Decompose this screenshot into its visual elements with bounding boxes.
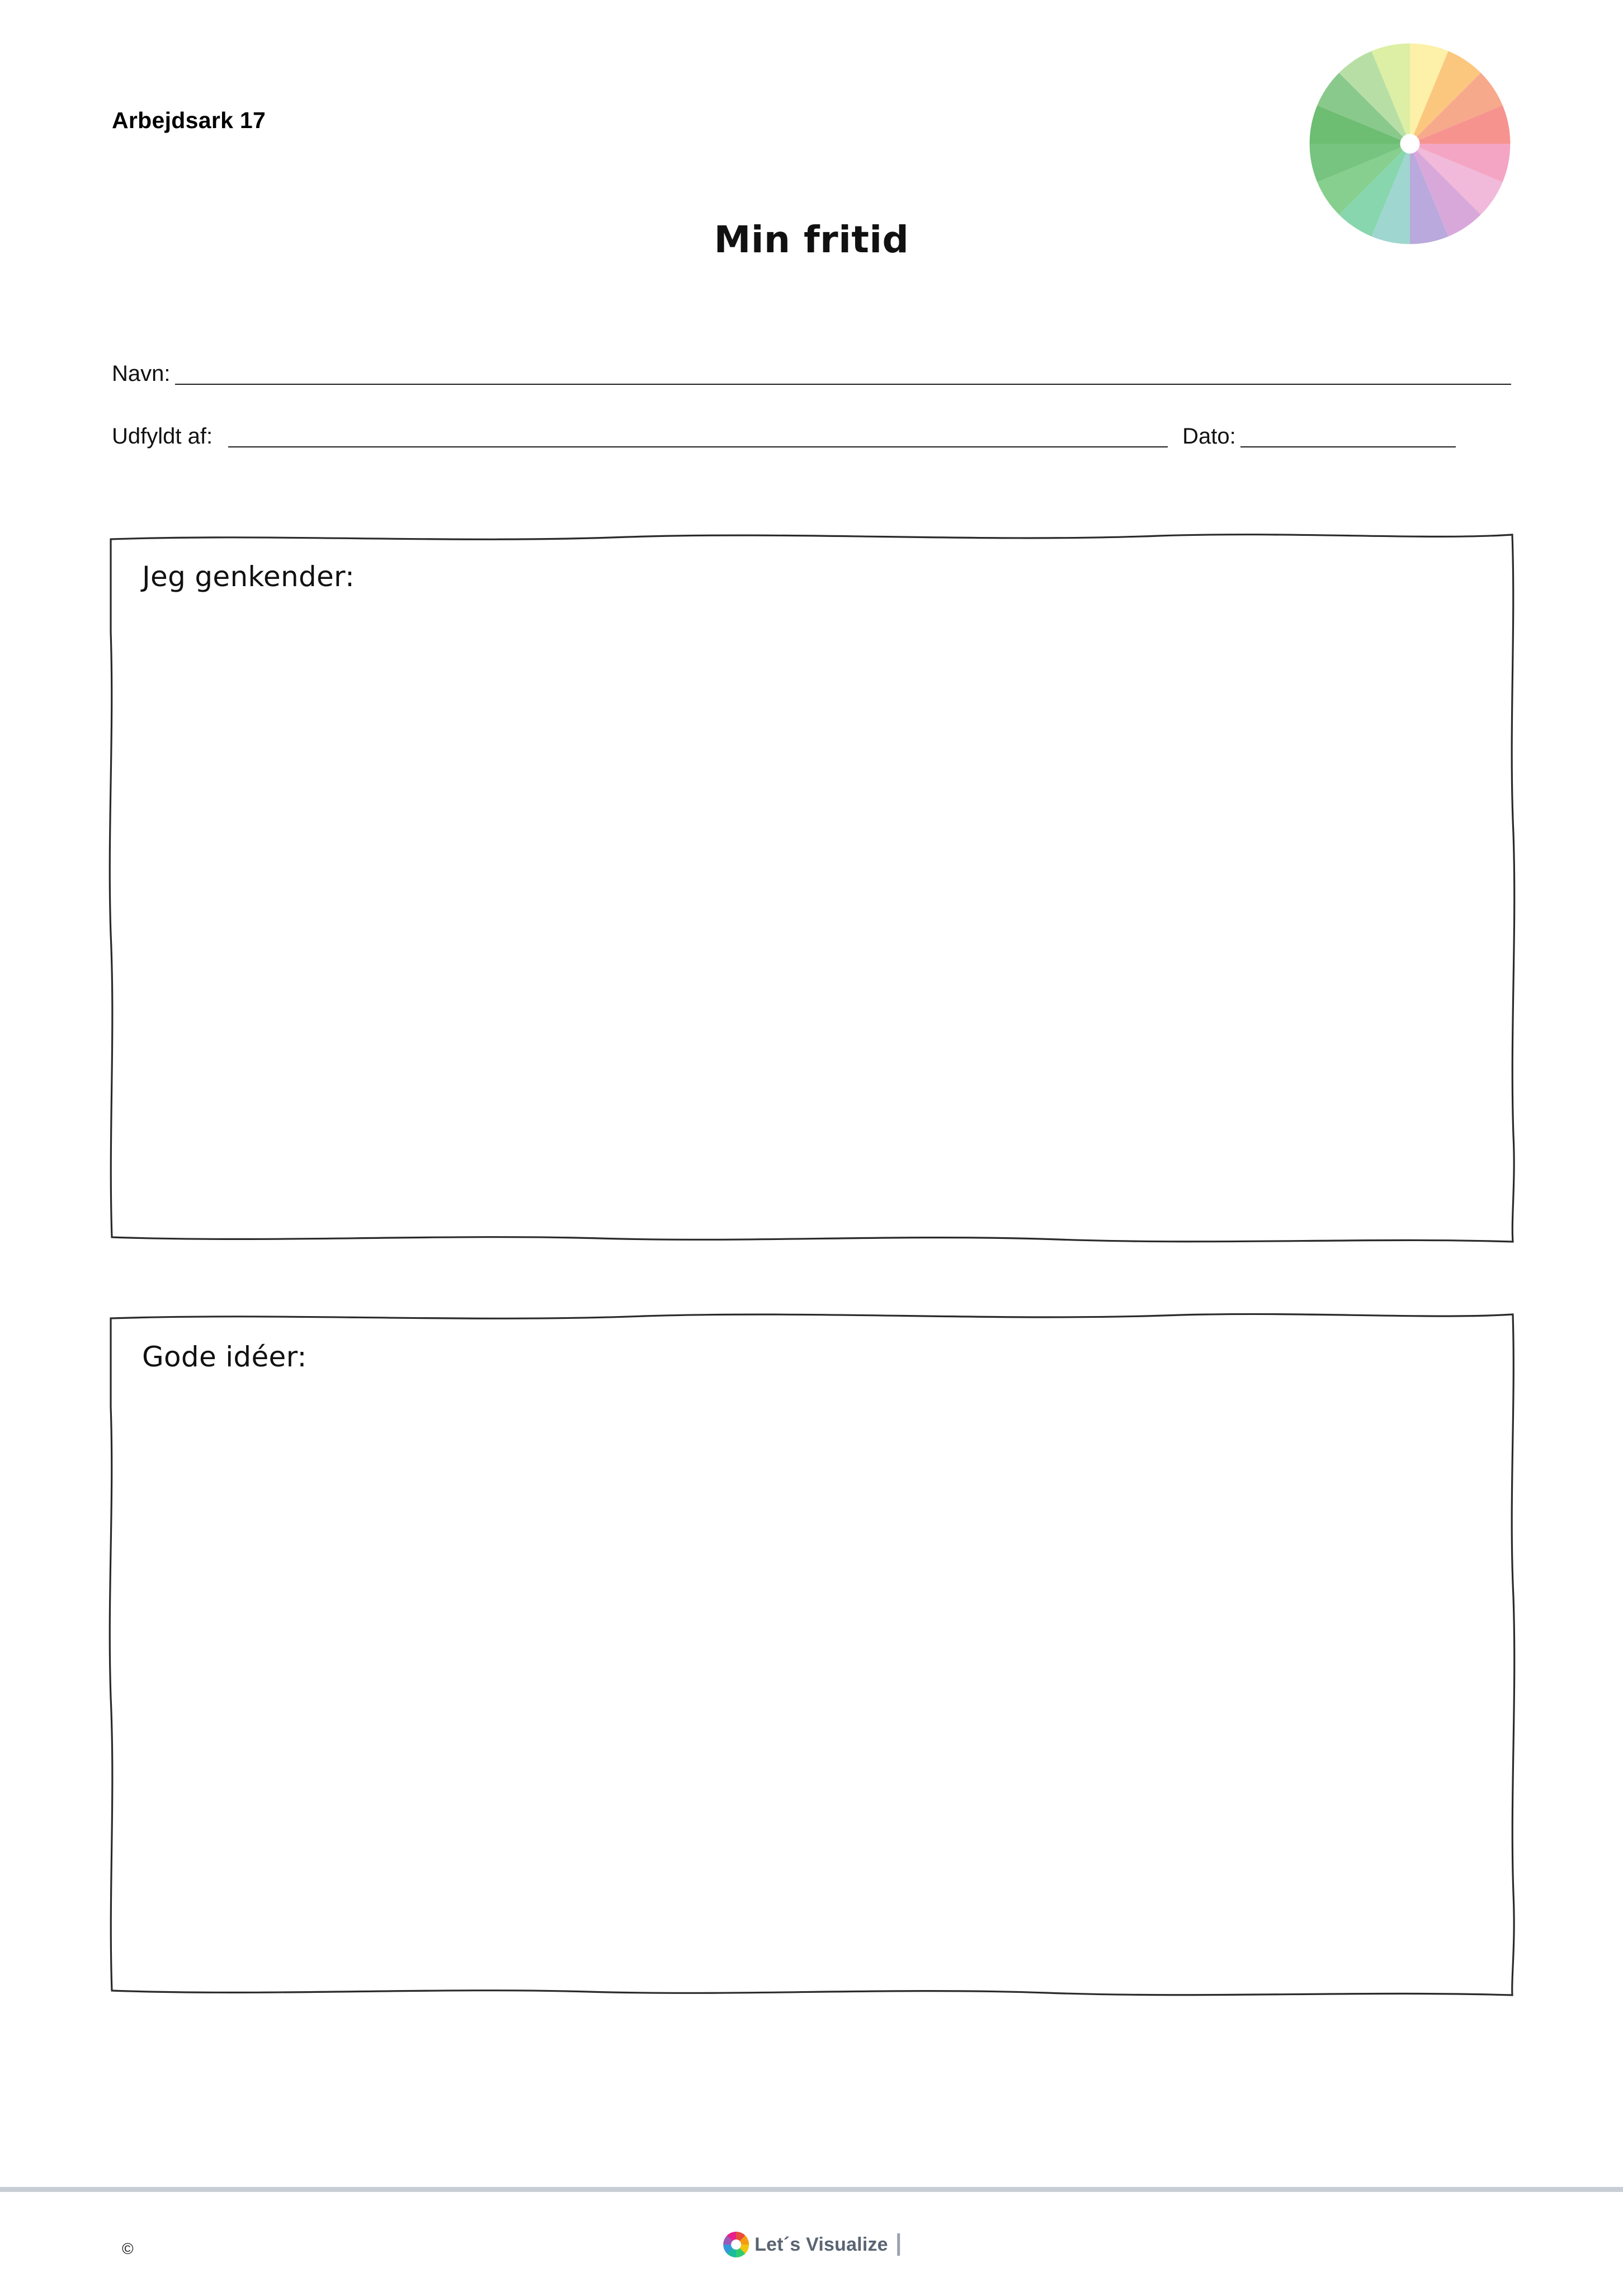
date-label: Dato:: [1182, 424, 1236, 449]
brand-name: Let´s Visualize: [754, 2233, 888, 2255]
brand-divider: [897, 2233, 900, 2256]
name-field-row: [112, 362, 1511, 385]
filled-by-label: Udfyldt af:: [112, 424, 213, 449]
date-input[interactable]: [1240, 427, 1456, 447]
name-input[interactable]: [175, 365, 1512, 385]
filled-by-field-row: [112, 425, 1511, 447]
copyright-label: ©: [122, 2240, 134, 2257]
brand-logo: [723, 2232, 900, 2257]
section-caption: Gode idéer:: [142, 1341, 307, 1373]
sheet-label: Arbejdsark 17: [112, 107, 266, 133]
section-caption: Jeg genkender:: [142, 560, 355, 593]
footer-divider: [0, 2187, 1623, 2192]
filled-by-input[interactable]: [228, 427, 1168, 447]
section-box-recognize[interactable]: [107, 531, 1517, 1247]
name-label: Navn:: [112, 361, 171, 386]
page-title: Min fritid: [714, 218, 909, 261]
section-box-ideas[interactable]: [107, 1312, 1517, 2000]
color-wheel-icon: [723, 2232, 749, 2257]
